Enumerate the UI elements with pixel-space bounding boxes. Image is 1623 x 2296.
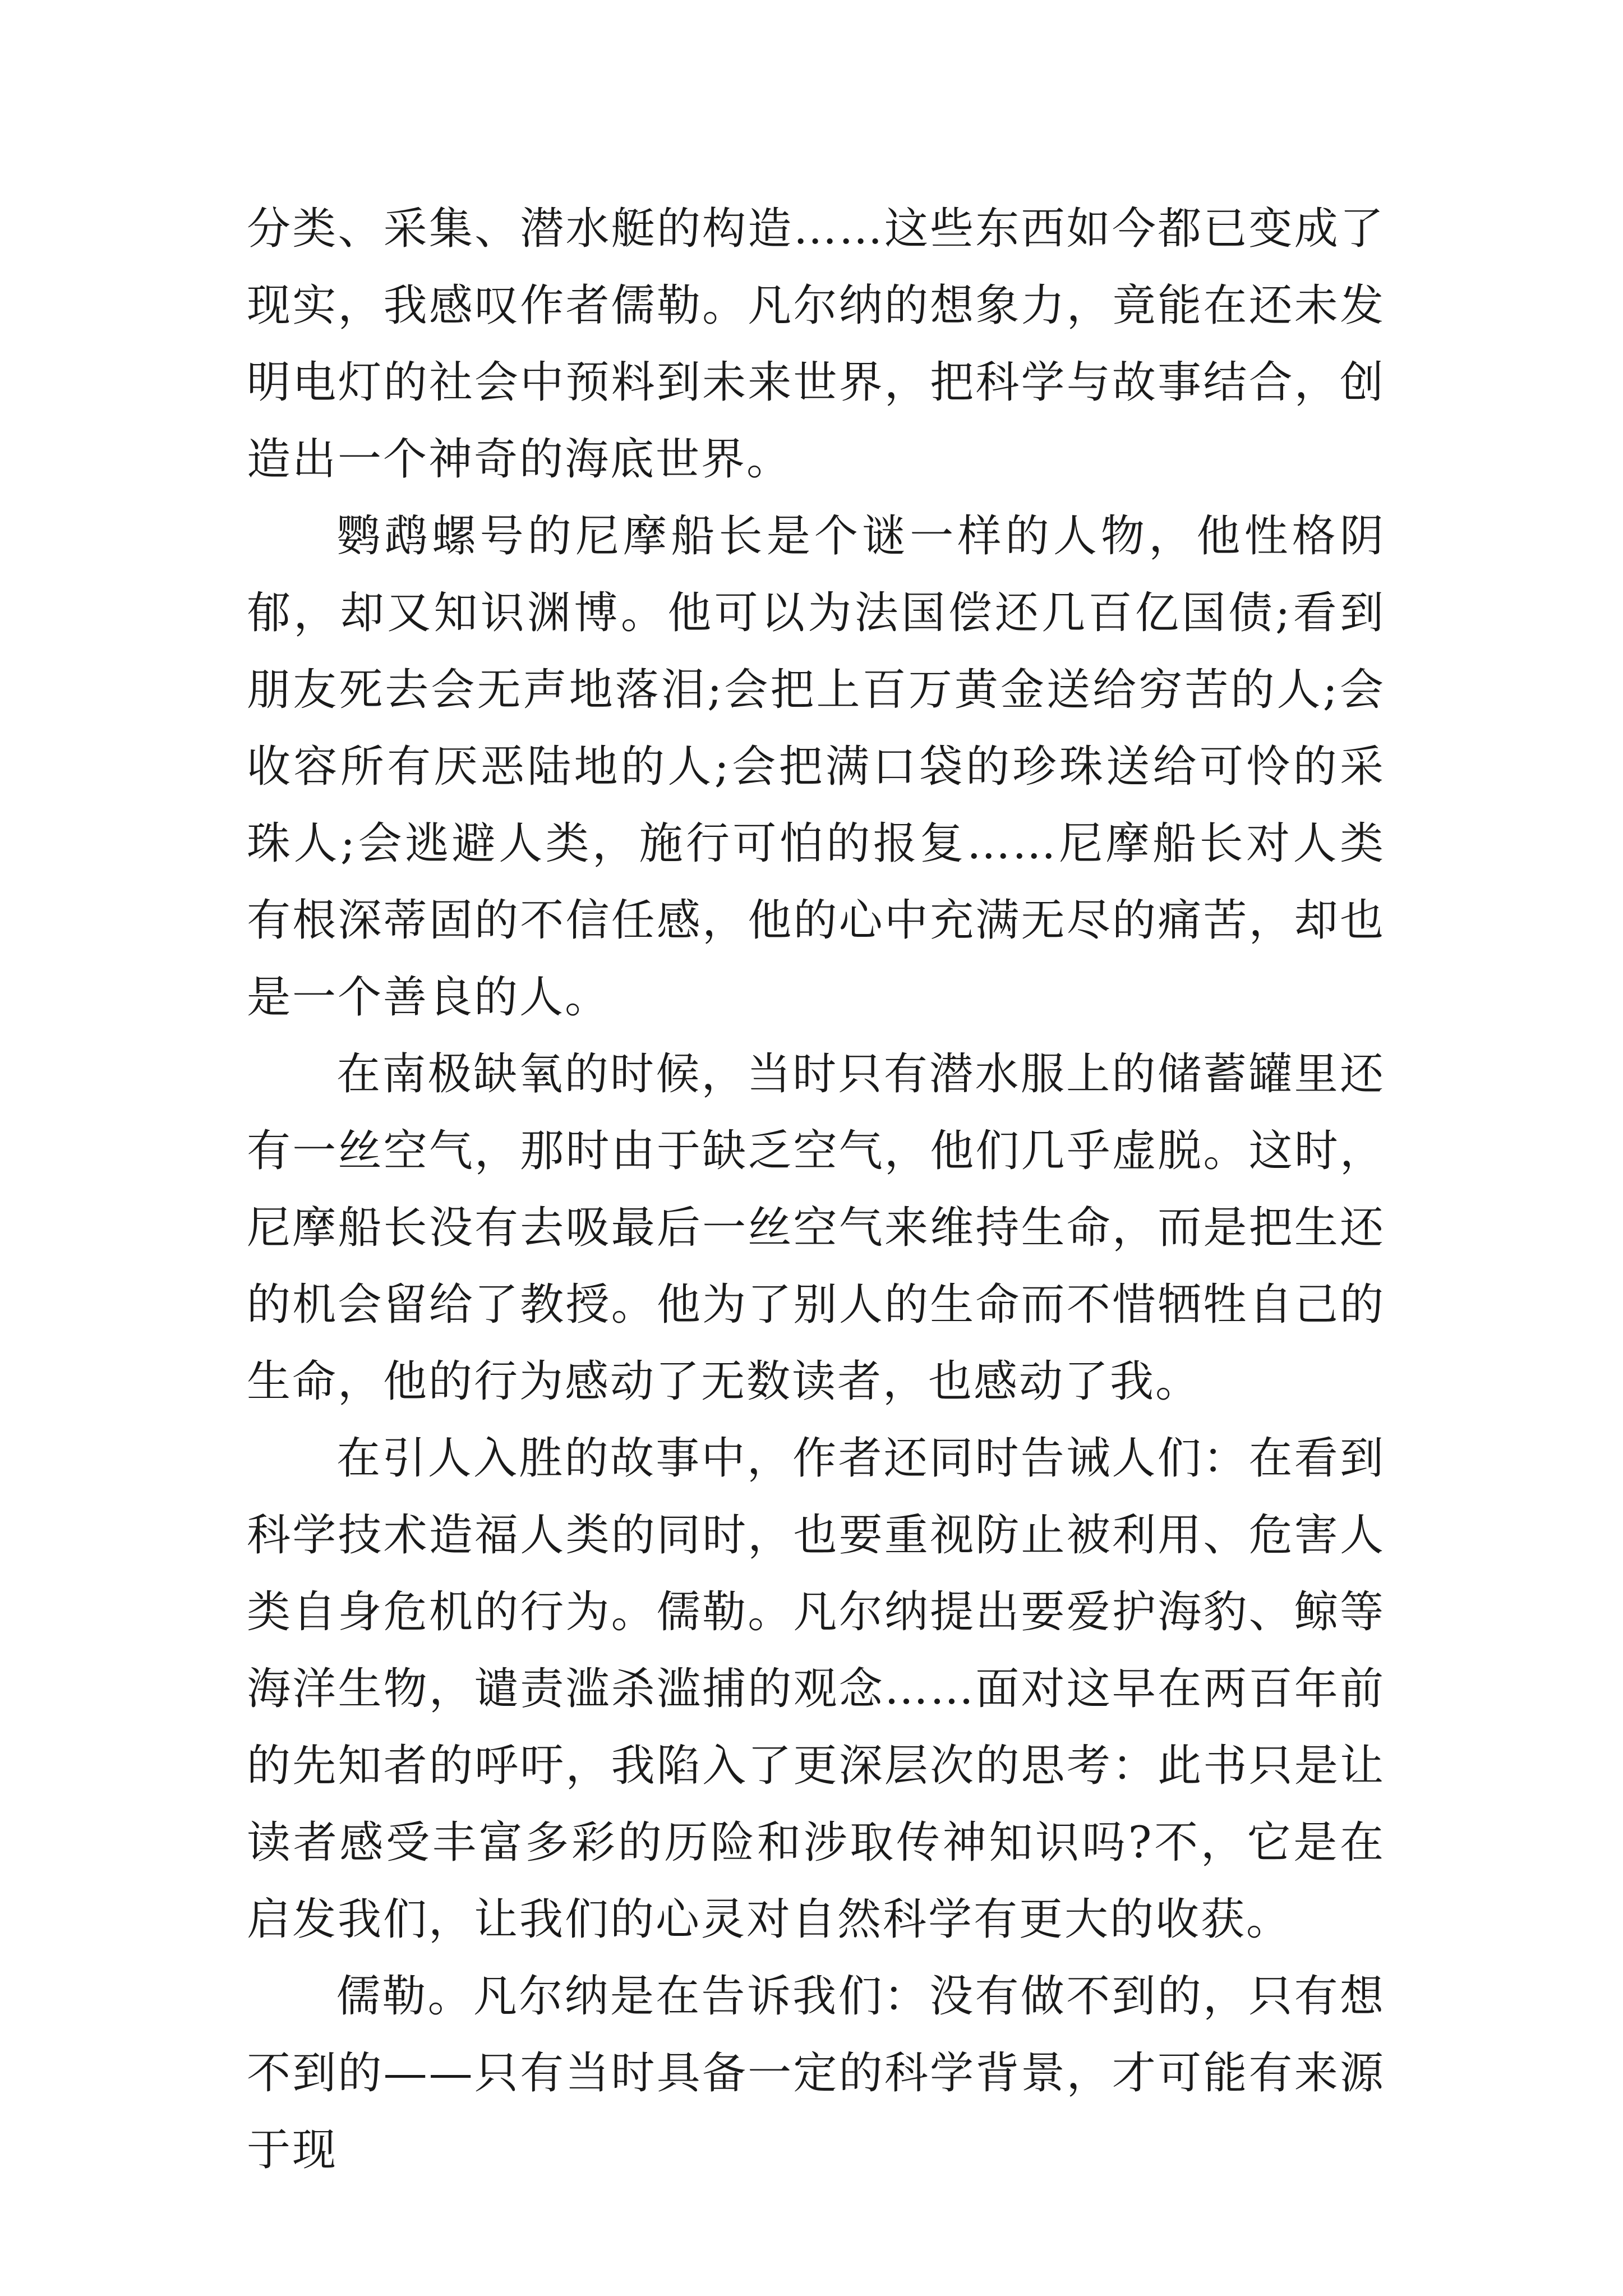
paragraph-3: 在南极缺氧的时候，当时只有潜水服上的储蓄罐里还有一丝空气，那时由于缺乏空气，他们几乎虚脱。这时，尼摩船长没有去吸最后一丝空气来维持生命，而是把生还的机会留给了教授。他为了别人的生命而不惜牺牲自己的生命，他的行为感动了无数读者，也感动了我。 [247,1049,1385,1407]
body-text [247,191,1385,2189]
paragraph-5: 儒勒。凡尔纳是在告诉我们：没有做不到的，只有想不到的——只有当时具备一定的科学背景，才可能有来源于现 [247,1971,1385,2175]
paragraph-1: 分类、采集、潜水艇的构造……这些东西如今都已变成了现实，我感叹作者儒勒。凡尔纳的想象力，竟能在还未发明电灯的社会中预料到未来世界，把科学与故事结合，创造出一个神奇的海底世界。 [247,204,1385,485]
paragraph-4: 在引人入胜的故事中，作者还同时告诫人们：在看到科学技术造福人类的同时，也要重视防止被利用、危害人类自身危机的行为。儒勒。凡尔纳提出要爱护海豹、鲸等海洋生物，谴责滥杀滥捕的观念……面对这早在两百年前的先知者的呼吁，我陷入了更深层次的思考：此书只是让读者感受丰富多彩的历险和涉取传神知识吗?不，它是在启发我们，让我们的心灵对自然科学有更大的收获。 [247,1433,1385,1945]
paragraph-2: 鹦鹉螺号的尼摩船长是个谜一样的人物，他性格阴郁，却又知识渊博。他可以为法国偿还几百亿国债;看到朋友死去会无声地落泪;会把上百万黄金送给穷苦的人;会收容所有厌恶陆地的人;会把满口袋的珍珠送给可怜的采珠人;会逃避人类，施行可怕的报复……尼摩船长对人类有根深蒂固的不信任感，他的心中充满无尽的痛苦，却也是一个善良的人。 [247,511,1385,1023]
